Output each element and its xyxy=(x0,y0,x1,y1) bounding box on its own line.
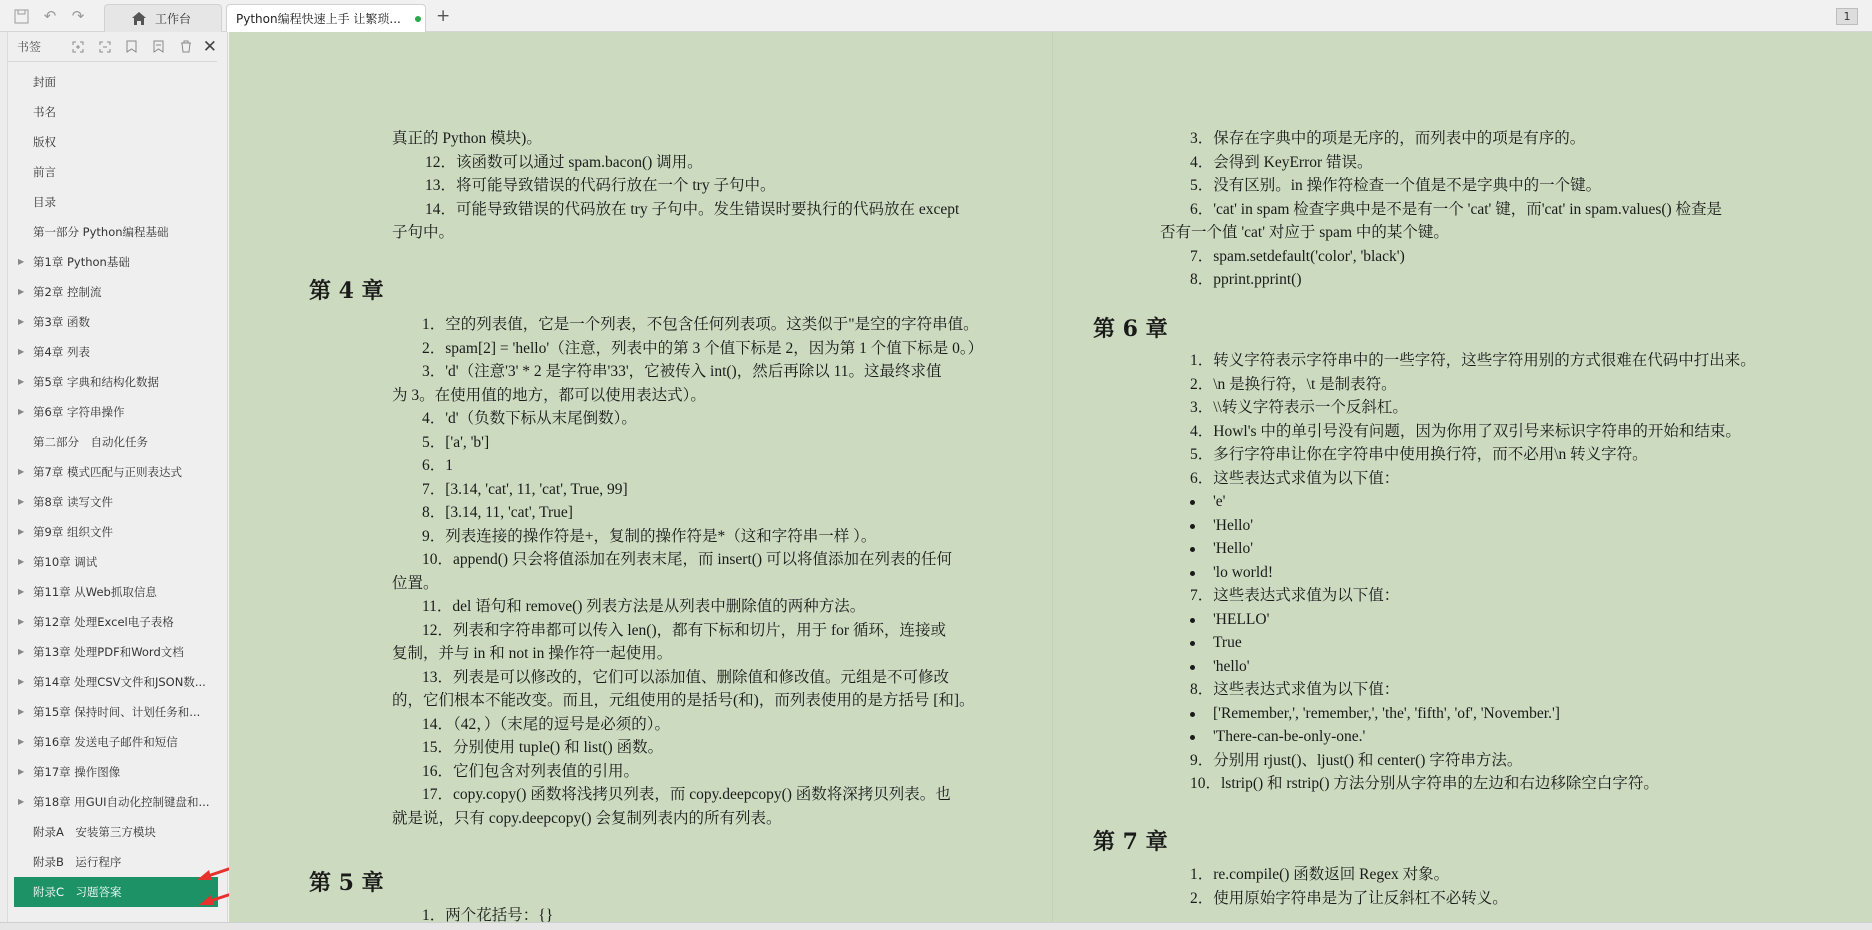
text-line: 16．它们包含对列表值的引用。 xyxy=(422,762,640,780)
text-line: 7．这些表达式求值为以下值： xyxy=(1190,587,1400,604)
text-line: 13．将可能导致错误的代码行放在一个 try 子句中。 xyxy=(425,177,776,194)
sidebar-item-label: 第12章 处理Excel电子表格 xyxy=(33,615,174,629)
list-item: 'lo world! xyxy=(1213,563,1274,581)
text-line: 14．（42，）（末尾的逗号是必须的）。 xyxy=(422,715,671,733)
text-line: 12．该函数可以通过 spam.bacon() 调用。 xyxy=(425,153,703,171)
expand-caret-icon[interactable]: ▶ xyxy=(18,647,25,656)
redo-icon[interactable]: ↷ xyxy=(71,7,85,25)
text-line: 为 3。在使用值的地方，都可以使用表达式）。 xyxy=(392,386,706,404)
tab-workspace[interactable] xyxy=(104,4,222,32)
text-line: 5．没有区别。in 操作符检查一个值是不是字典中的一个键。 xyxy=(1190,177,1602,194)
tab-document[interactable] xyxy=(226,4,426,32)
sidebar-item[interactable] xyxy=(8,247,228,277)
sidebar-item-label: 第二部分 自动化任务 xyxy=(33,435,148,449)
sidebar-item-label: 目录 xyxy=(33,195,56,209)
sidebar-item[interactable] xyxy=(14,877,218,907)
expand-caret-icon[interactable]: ▶ xyxy=(18,497,25,506)
expand-caret-icon[interactable]: ▶ xyxy=(18,617,25,626)
text-line: 3．\\转义字符表示一个反斜杠。 xyxy=(1190,399,1408,416)
sidebar-item[interactable] xyxy=(8,667,228,697)
list-item: 'Hello' xyxy=(1213,540,1254,557)
sidebar-item[interactable] xyxy=(8,547,228,577)
sidebar-item-label: 第9章 组织文件 xyxy=(33,525,113,539)
sidebar-item[interactable] xyxy=(8,787,228,817)
sidebar-item-label: 第6章 字符串操作 xyxy=(33,405,125,419)
text-line: 6．1 xyxy=(422,457,454,474)
sidebar-item[interactable] xyxy=(8,487,228,517)
save-icon[interactable] xyxy=(11,6,31,26)
text-line: 2．\n 是换行符，\t 是制表符。 xyxy=(1190,375,1397,393)
page-right xyxy=(1052,32,1872,922)
reading-area[interactable] xyxy=(229,32,1872,922)
tab-workspace-label: 工作台 xyxy=(155,12,192,26)
text-line: 就是说，只有 copy.deepcopy() 会复制列表内的所有列表。 xyxy=(392,809,782,827)
undo-icon[interactable]: ↶ xyxy=(43,7,57,25)
sidebar-item[interactable] xyxy=(8,217,228,247)
sidebar-item[interactable] xyxy=(8,637,228,667)
expand-caret-icon[interactable]: ▶ xyxy=(18,767,25,776)
text-line: 复制，并与 in 和 not in 操作符一起使用。 xyxy=(392,645,673,662)
chapter-heading: 第 6 章 xyxy=(1093,316,1168,342)
chapter-heading: 第 4 章 xyxy=(309,278,384,304)
text-line: 位置。 xyxy=(392,574,439,592)
bullet-icon xyxy=(1190,712,1195,717)
sidebar-item-label: 第15章 保持时间、计划任务和... xyxy=(33,705,201,719)
expand-caret-icon[interactable]: ▶ xyxy=(18,467,25,476)
chapter-heading: 第 5 章 xyxy=(309,870,384,896)
sidebar-title: 书签 xyxy=(17,40,42,54)
sidebar-item-label: 前言 xyxy=(33,165,56,179)
text-line: 15．分别使用 tuple() 和 list() 函数。 xyxy=(422,739,664,756)
expand-caret-icon[interactable]: ▶ xyxy=(18,317,25,326)
text-line: 5．['a', 'b'] xyxy=(422,433,490,451)
expand-caret-icon[interactable]: ▶ xyxy=(18,377,25,386)
list-item: 'HELLO' xyxy=(1213,610,1270,628)
text-line: 8．pprint.pprint() xyxy=(1190,271,1302,288)
sidebar-item[interactable] xyxy=(8,277,228,307)
sidebar-item-label: 第4章 列表 xyxy=(33,345,90,359)
left-tool-strip xyxy=(0,32,8,922)
text-line: 3．'d'（注意'3' * 2 是字符串'33'，它被传入 int()，然后再除以 11。这最终求值 xyxy=(422,363,942,380)
text-line: 10．append() 只会将值添加在列表末尾，而 insert() 可以将值添加在列表的任何 xyxy=(422,551,952,568)
list-item: 'There-can-be-only-one.' xyxy=(1213,728,1366,745)
sidebar-item[interactable] xyxy=(8,607,228,637)
expand-caret-icon[interactable]: ▶ xyxy=(18,287,25,296)
sidebar-item[interactable] xyxy=(8,697,228,727)
sidebar-item-label: 第8章 读写文件 xyxy=(33,495,113,509)
sidebar-item-label: 第2章 控制流 xyxy=(33,285,102,299)
text-line: 6．'cat' in spam 检查字典中是不是有一个 'cat' 键，而'cat' in spam.values() 检查是 xyxy=(1190,200,1723,218)
text-line: 7．spam.setdefault('color', 'black') xyxy=(1190,247,1405,265)
sidebar-item[interactable] xyxy=(8,517,228,547)
sidebar-item[interactable] xyxy=(8,67,228,97)
bullet-icon xyxy=(1190,500,1195,505)
sidebar-item-label: 封面 xyxy=(33,75,56,89)
sidebar-item[interactable] xyxy=(8,397,228,427)
expand-caret-icon[interactable]: ▶ xyxy=(18,557,25,566)
list-item: ['Remember,', 'remember,', 'the', 'fifth', 'of', 'November.'] xyxy=(1213,704,1560,722)
expand-caret-icon[interactable]: ▶ xyxy=(18,737,25,746)
sidebar-item[interactable] xyxy=(8,427,228,457)
sidebar-item-label: 第10章 调试 xyxy=(33,555,98,569)
sidebar-item-label: 第一部分 Python编程基础 xyxy=(33,225,169,239)
text-line: 3．保存在字典中的项是无序的，而列表中的项是有序的。 xyxy=(1190,130,1586,147)
text-line: 11．del 语句和 remove() 列表方法是从列表中删除值的两种方法。 xyxy=(422,598,866,615)
expand-caret-icon[interactable]: ▶ xyxy=(18,527,25,536)
expand-caret-icon[interactable]: ▶ xyxy=(18,347,25,356)
sidebar-item-label: 第7章 模式匹配与正则表达式 xyxy=(33,465,182,479)
sidebar-item-label: 第17章 操作图像 xyxy=(33,765,121,779)
list-item: True xyxy=(1213,634,1242,651)
sidebar-item-label: 附录C 习题答案 xyxy=(33,885,122,899)
sidebar-item[interactable] xyxy=(8,97,228,127)
text-line: 10．lstrip() 和 rstrip() 方法分别从字符串的左边和右边移除空白字符。 xyxy=(1190,775,1659,792)
sidebar-item[interactable] xyxy=(8,727,228,757)
window-count-badge[interactable]: 1 xyxy=(1836,8,1858,25)
bullet-icon xyxy=(1190,665,1195,670)
expand-caret-icon[interactable]: ▶ xyxy=(18,707,25,716)
chapter-heading: 第 7 章 xyxy=(1093,829,1168,855)
edit-bookmark-icon[interactable] xyxy=(148,38,170,56)
bookmark-list xyxy=(8,67,228,907)
top-toolbar xyxy=(0,0,1872,32)
text-line: 2．使用原始字符串是为了让反斜杠不必转义。 xyxy=(1190,889,1508,907)
bullet-icon xyxy=(1190,524,1195,529)
sidebar-item[interactable] xyxy=(8,457,228,487)
list-item: 'hello' xyxy=(1213,657,1250,675)
sidebar-header xyxy=(8,32,217,62)
sidebar-item-label: 附录A 安装第三方模块 xyxy=(33,825,156,839)
status-bar xyxy=(0,922,1872,930)
expand-caret-icon[interactable]: ▶ xyxy=(18,257,25,266)
sidebar-item[interactable] xyxy=(8,367,228,397)
sidebar-item-label: 书名 xyxy=(33,105,56,119)
bullet-icon xyxy=(1190,547,1195,552)
text-line: 8．这些表达式求值为以下值： xyxy=(1190,681,1400,698)
sidebar-item[interactable] xyxy=(8,307,228,337)
sidebar-item[interactable] xyxy=(8,577,228,607)
sidebar-item[interactable] xyxy=(8,817,228,847)
add-bookmark-icon[interactable] xyxy=(121,38,143,56)
delete-icon[interactable] xyxy=(175,38,197,56)
sidebar-item-label: 第1章 Python基础 xyxy=(33,255,130,269)
page-left xyxy=(229,32,1052,922)
text-line: 1．re.compile() 函数返回 Regex 对象。 xyxy=(1190,866,1450,883)
text-line: 14．可能导致错误的代码放在 try 子句中。发生错误时要执行的代码放在 except xyxy=(425,200,960,218)
sidebar-item[interactable] xyxy=(8,337,228,367)
sidebar-item-label: 第14章 处理CSV文件和JSON数... xyxy=(33,675,206,689)
sidebar-item-label: 第16章 发送电子邮件和短信 xyxy=(33,735,178,749)
sidebar-item[interactable] xyxy=(8,127,228,157)
sidebar-item[interactable] xyxy=(8,757,228,787)
bullet-icon xyxy=(1190,618,1195,623)
list-item: 'Hello' xyxy=(1213,516,1254,534)
list-item: 'e' xyxy=(1213,493,1226,510)
sidebar-item-label: 第11章 从Web抓取信息 xyxy=(33,585,157,599)
text-line: 真正的 Python 模块)。 xyxy=(392,130,542,147)
sidebar-item-label: 版权 xyxy=(33,135,56,149)
text-line: 9．列表连接的操作符是+，复制的操作符是*（这和字符串一样 ）。 xyxy=(422,527,877,545)
bullet-icon xyxy=(1190,571,1195,576)
text-line: 4．Howl's 中的单引号没有问题，因为你用了双引号来标识字符串的开始和结束。 xyxy=(1190,422,1741,440)
text-line: 否有一个值 'cat' 对应于 spam 中的某个键。 xyxy=(1160,224,1449,241)
expand-caret-icon[interactable]: ▶ xyxy=(18,797,25,806)
text-line: 2．spam[2] = 'hello'（注意，列表中的第 3 个值下标是 2，因为第 1 个值下标是 0。） xyxy=(422,339,984,357)
sidebar-item-label: 附录B 运行程序 xyxy=(33,855,122,869)
text-line: 5．多行字符串让你在字符串中使用换行符，而不必用\n 转义字符。 xyxy=(1190,446,1648,463)
sidebar-item-label: 第13章 处理PDF和Word文档 xyxy=(33,645,184,659)
text-line: 8．[3.14, 11, 'cat', True] xyxy=(422,504,573,521)
text-line: 的，它们根本不能改变。而且，元组使用的是括号(和)，而列表使用的是方括号 [和]。 xyxy=(392,692,975,709)
sidebar-item[interactable] xyxy=(8,187,228,217)
expand-caret-icon[interactable]: ▶ xyxy=(18,587,25,596)
bookmark-sidebar xyxy=(8,32,228,922)
text-line: 13．列表是可以修改的，它们可以添加值、删除值和修改值。元组是不可修改 xyxy=(422,668,950,686)
text-line: 1．两个花括号：{} xyxy=(422,907,554,922)
sidebar-item-label: 第18章 用GUI自动化控制键盘和... xyxy=(33,795,210,809)
close-icon[interactable]: ✕ xyxy=(202,36,218,57)
text-line: 4．会得到 KeyError 错误。 xyxy=(1190,153,1373,171)
expand-caret-icon[interactable]: ▶ xyxy=(18,407,25,416)
tab-document-label: Python编程快速上手 让繁琐... xyxy=(236,12,401,26)
text-line: 4．'d'（负数下标从末尾倒数）。 xyxy=(422,410,637,427)
text-line: 12．列表和字符串都可以传入 len()，都有下标和切片，用于 for 循环，连接或 xyxy=(422,621,946,639)
text-line: 子句中。 xyxy=(392,224,455,241)
text-line: 7．[3.14, 'cat', 11, 'cat', True, 99] xyxy=(422,480,628,498)
sidebar-item-label: 第5章 字典和结构化数据 xyxy=(33,375,159,389)
collapse-all-icon[interactable] xyxy=(94,38,116,56)
home-icon xyxy=(131,11,147,29)
text-line: 6．这些表达式求值为以下值： xyxy=(1190,469,1400,487)
expand-all-icon[interactable] xyxy=(67,38,89,56)
sidebar-item[interactable] xyxy=(8,157,228,187)
sidebar-item-label: 第3章 函数 xyxy=(33,315,90,329)
text-line: 17．copy.copy() 函数将浅拷贝列表，而 copy.deepcopy() 函数将深拷贝列表。也 xyxy=(422,786,951,803)
tab-modified-indicator xyxy=(415,16,421,22)
text-line: 1．转义字符表示字符串中的一些字符，这些字符用别的方式很难在代码中打出来。 xyxy=(1190,352,1756,369)
text-line: 9．分别用 rjust()、ljust() 和 center() 字符串方法。 xyxy=(1190,751,1523,769)
bullet-icon xyxy=(1190,735,1195,740)
expand-caret-icon[interactable]: ▶ xyxy=(18,677,25,686)
new-tab-button[interactable]: + xyxy=(436,6,451,26)
text-line: 1．空的列表值，它是一个列表，不包含任何列表项。这类似于"是空的字符串值。 xyxy=(422,316,979,333)
bullet-icon xyxy=(1190,641,1195,646)
